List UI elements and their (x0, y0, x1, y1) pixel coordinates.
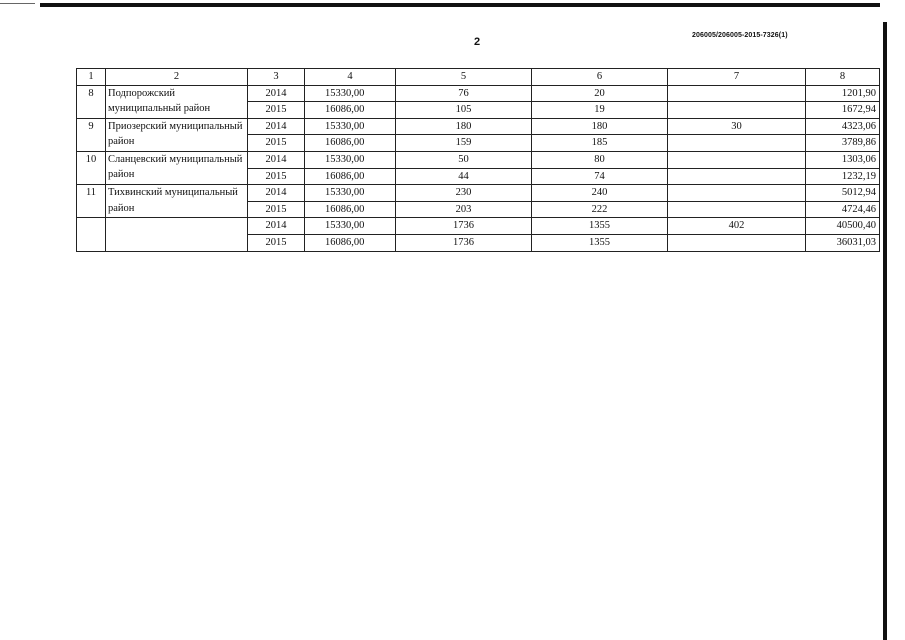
value-cell: 80 (532, 151, 668, 168)
year-cell: 2015 (248, 234, 305, 251)
value-cell: 203 (396, 201, 532, 218)
district-name: Подпорожский муниципальный район (106, 85, 248, 118)
header-row (77, 69, 880, 86)
value-cell: 74 (532, 168, 668, 185)
district-name: Приозерский муниципальный район (106, 118, 248, 151)
value-cell: 222 (532, 201, 668, 218)
total-cell: 4724,46 (806, 201, 880, 218)
document-id: 206005/206005-2015-7326(1) (692, 32, 788, 39)
value-cell: 16086,00 (305, 168, 396, 185)
value-cell: 1736 (396, 234, 532, 251)
value-cell: 15330,00 (305, 185, 396, 202)
value-cell: 50 (396, 151, 532, 168)
value-cell: 402 (668, 218, 806, 235)
value-cell: 16086,00 (305, 201, 396, 218)
table-body (77, 69, 880, 252)
value-cell: 1355 (532, 234, 668, 251)
year-cell: 2015 (248, 201, 305, 218)
value-cell: 19 (532, 102, 668, 119)
total-cell: 40500,40 (806, 218, 880, 235)
total-cell: 1232,19 (806, 168, 880, 185)
top-rule-short (0, 3, 35, 4)
header-cell: 1 (77, 69, 106, 86)
page-number: 2 (474, 36, 481, 48)
table-row (77, 151, 880, 168)
header-cell: 3 (248, 69, 305, 86)
value-cell: 16086,00 (305, 102, 396, 119)
value-cell (668, 135, 806, 152)
year-cell: 2015 (248, 135, 305, 152)
value-cell (668, 102, 806, 119)
value-cell: 30 (668, 118, 806, 135)
header-cell: 6 (532, 69, 668, 86)
value-cell: 16086,00 (305, 234, 396, 251)
total-cell: 36031,03 (806, 234, 880, 251)
value-cell: 105 (396, 102, 532, 119)
value-cell (668, 85, 806, 102)
district-number: 11 (77, 185, 106, 218)
total-cell: 1201,90 (806, 85, 880, 102)
total-cell: 3789,86 (806, 135, 880, 152)
district-number: 9 (77, 118, 106, 151)
district-name: Сланцевский муниципальный район (106, 151, 248, 184)
top-rule (40, 3, 880, 7)
value-cell: 15330,00 (305, 118, 396, 135)
total-cell: 1303,06 (806, 151, 880, 168)
value-cell: 159 (396, 135, 532, 152)
total-cell: 5012,94 (806, 185, 880, 202)
value-cell (668, 234, 806, 251)
district-number: 8 (77, 85, 106, 118)
value-cell: 44 (396, 168, 532, 185)
value-cell (668, 168, 806, 185)
year-cell: 2014 (248, 151, 305, 168)
value-cell: 230 (396, 185, 532, 202)
value-cell: 15330,00 (305, 218, 396, 235)
value-cell: 16086,00 (305, 135, 396, 152)
value-cell (668, 185, 806, 202)
header-cell: 4 (305, 69, 396, 86)
value-cell: 180 (396, 118, 532, 135)
scan-edge-bar (883, 22, 887, 640)
value-cell (668, 201, 806, 218)
header-cell: 7 (668, 69, 806, 86)
year-cell: 2015 (248, 168, 305, 185)
value-cell: 1736 (396, 218, 532, 235)
district-name (106, 218, 248, 251)
district-name: Тихвинский муниципальный район (106, 185, 248, 218)
total-cell: 4323,06 (806, 118, 880, 135)
year-cell: 2014 (248, 218, 305, 235)
year-cell: 2014 (248, 185, 305, 202)
value-cell: 1355 (532, 218, 668, 235)
data-table (76, 68, 880, 252)
table-row (77, 185, 880, 202)
value-cell: 15330,00 (305, 151, 396, 168)
value-cell: 185 (532, 135, 668, 152)
value-cell: 180 (532, 118, 668, 135)
value-cell (668, 151, 806, 168)
header-cell: 2 (106, 69, 248, 86)
table-row (77, 118, 880, 135)
table-row-total (77, 218, 880, 235)
total-cell: 1672,94 (806, 102, 880, 119)
header-cell: 8 (806, 69, 880, 86)
district-number (77, 218, 106, 251)
table-row (77, 85, 880, 102)
value-cell: 76 (396, 85, 532, 102)
year-cell: 2015 (248, 102, 305, 119)
value-cell: 240 (532, 185, 668, 202)
district-number: 10 (77, 151, 106, 184)
year-cell: 2014 (248, 85, 305, 102)
year-cell: 2014 (248, 118, 305, 135)
header-cell: 5 (396, 69, 532, 86)
value-cell: 20 (532, 85, 668, 102)
value-cell: 15330,00 (305, 85, 396, 102)
